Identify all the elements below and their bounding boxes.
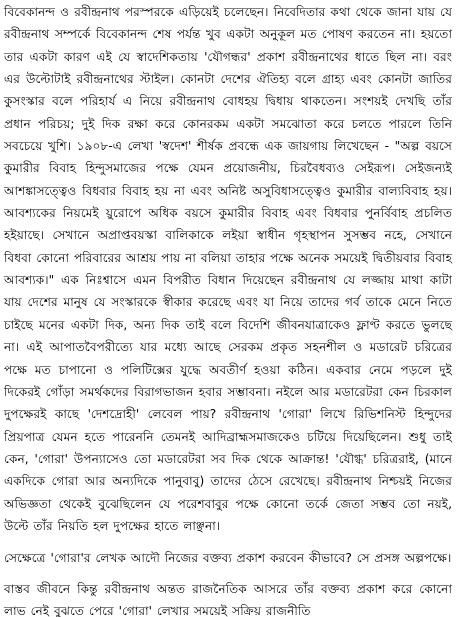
body-paragraph-1: বিবেকানন্দ ও রবীন্দ্রনাথ পরস্পরকে এড়িয়েই চলেছেন। নিবেদিতার কথা থেকে জানা যায় যে রবীন্দ্রনাথ সম্পর্কে বিবেকানন্দ শেষ পর্যন্ত খুব একটা অনুকূল মত পোষণ করতেন না। হয়তো তার একটা কারণ এই যে স্বাদেশিকতায় 'যৌগন্ধর' প্রকাশ রবীন্দ্রনাথের ধাতে ছিল না। বরং এর উল্টোটাই রবীন্দ্রনাথের স্টাইল। কোনটা দেশের ঐতিহ্য বলে গ্রাহ্য এবং কোনটা জাতির কুসংস্কার বলে পরিহার্য এ নিয়ে রবীন্দ্রনাথ বোধহয় দ্বিধায় থাকতেন। সংশয়ই দেখছি তাঁর প্রধান পরিচয়; দুই দিক রক্ষা করে কোনরকম একটা সমঝোতা করে চলতে পারলে তিনি সবচেয়ে খুশি। ১৯০৮-এ লেখা 'স্বদেশ' শীর্ষক প্রবন্ধে এক জায়গায় লিখেছেন - "অল্প বয়সে কুমারীর বিবাহ হিন্দুসমাজের পক্ষে যেমন প্রয়োজনীয়, চিরবৈধব্যও সেইরূপ। সেইজন্যই আশঙ্কাসত্ত্বেও বিধবার বিবাহ হয় না এবং অনিষ্ট অসুবিধাসত্ত্বেও কুমারীর বাল্যবিবাহ হয়। আবশ্যকের নিয়মেই য়ুরোপে অধিক বয়সে কুমারীর বিবাহ এবং বিধবার পুনর্বিবাহ প্রচলিত হইয়াছে। সেখানে অপ্রাপ্তবয়স্কা বালিকাকে লইয়া স্বাধীন গৃহস্থাপন সুসম্ভব নহে, সেখানে বিধবা কোনো পরিবারের আশ্রয় পায় না বলিয়া তাহার পক্ষে অনেক সময়েই দ্বিতীয়বার বিবাহ আবশ্যক।" এক নিঃশ্বাসে এমন বিপরীত বিধান দিয়েছেন রবীন্দ্রনাথ যে লজ্জায় মাথা কাটা যায় দেশের মানুষ যে সংস্কারকে স্বীকার করেছে এবং যা নিয়ে তাদের গর্ব তাকে মেনে নিতে চাইছে মনের একটা দিক, অন্য দিক তাই বলে বিদেশি জীবনযাত্রাকেও ফ্লাণ্ট করতে ভুলছে না। এই আপাতবৈপরীত্যে যার মধ্যে আছে সেরকম প্রকৃত সহনশীল ও মডারেট চরিত্রের পক্ষে মত চাপানো ও পলিটিক্সের যুদ্ধে অবতীর্ণ হওয়া কঠিন। একবার নেমে পড়লে দুই দিকেরই গোঁড়া সমর্থকদের বিরাগভাজন হবার সম্ভাবনা। নইলে আর মডারেটরা কেন চিরকাল দুপক্ষেরই কাছে 'দেশদ্রোহী' লেবেল পায়? রবীন্দ্রনাথ 'গোরা' লিখে রিভিশনিস্ট হিন্দুদের প্রিয়পাত্র যেমন হতে পারেননি তেমনই আদিব্রাহ্মসমাজকেও চটিয়ে দিয়েছিলেন। শুধু তাই কেন, 'গোরা' উপন্যাসেও তো মডারেটরা সব দিক থেকে আক্রান্ত! 'যৌগ্ধ' চরিত্ররাই, (মানে একদিকে গোরা আর অন্যদিকে পানুবাবু) তাদের ঠেসে রেখেছে। রবীন্দ্রনাথ নিশ্চয়ই নিজের অভিজ্ঞতা থেকেই বুঝেছিলেন যে পরেশবাবুর পক্ষে কোনো তর্কে জেতা সম্ভব তো নয়ই, উল্টে তাঁর নিয়তি হল দুপক্ষের হাতে লাঞ্ছনা। — [4, 5, 452, 533]
paragraph-spacer — [4, 570, 452, 578]
paragraph-spacer — [4, 537, 452, 547]
body-paragraph-2: সেক্ষেত্রে 'গোরা'র লেখক আদৌ নিজের বক্তব্য প্রকাশ করবেন কীভাবে? সে প্রসঙ্গ অল্পপক্ষে। — [4, 551, 452, 566]
body-paragraph-3: বাস্তব জীবনে কিন্তু রবীন্দ্রনাথ অন্তত রাজনৈতিক আসরে তাঁর বক্তব্য প্রকাশ করে কোনো লাভ নেই বুঝতে পেরে 'গোরা' লেখার সময়েই সক্রিয় রাজনীতি — [4, 581, 452, 617]
